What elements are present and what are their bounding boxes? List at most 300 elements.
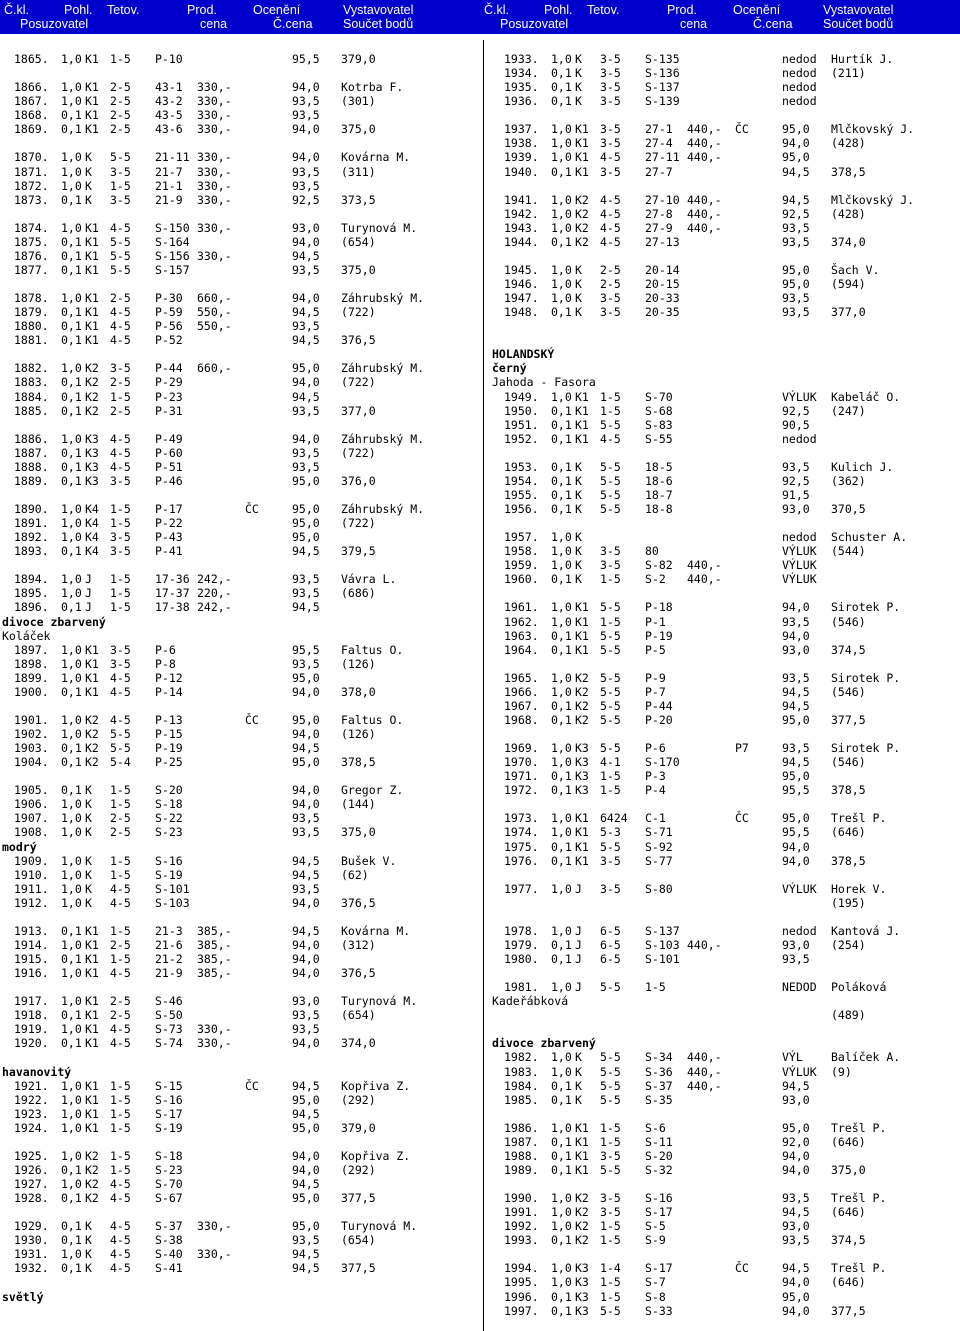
- entry-ring: S-9: [645, 1233, 666, 1248]
- entry-class: K: [85, 825, 92, 840]
- entry-score: 93,0: [292, 994, 320, 1009]
- entry-entry-number: 1867.: [14, 94, 49, 109]
- entry-entry-number: 1993.: [504, 1233, 539, 1248]
- entry-price: 440,-: [687, 136, 722, 151]
- entry-ring: P-56: [155, 319, 183, 334]
- entry-class: K4: [85, 544, 99, 559]
- entry-row: [0, 235, 480, 249]
- entry-exhibitor: Poláková: [831, 980, 887, 995]
- entry-row: [0, 179, 480, 193]
- entry-sex: 0,1: [551, 698, 572, 713]
- entry-row: [0, 1219, 480, 1233]
- entry-score: 93,5: [292, 164, 320, 179]
- entry-sex: 0,1: [61, 473, 82, 488]
- entry-marks: 4-5: [110, 319, 131, 334]
- entry-class: K1: [575, 839, 589, 854]
- entry-ring: S-46: [155, 994, 183, 1009]
- entry-exhibitor: 375,0: [341, 122, 376, 137]
- entry-price: 385,-: [197, 937, 232, 952]
- entry-row: [490, 1093, 960, 1107]
- entry-exhibitor: 378,5: [341, 755, 376, 770]
- entry-sex: 1,0: [551, 192, 572, 207]
- entry-ring: 43-2: [155, 94, 183, 109]
- entry-marks: 2-5: [110, 403, 131, 418]
- spacer: [490, 1177, 960, 1191]
- entry-exhibitor: (292): [341, 1162, 376, 1177]
- entry-entry-number: 1886.: [14, 431, 49, 446]
- entry-price: 242,-: [197, 600, 232, 615]
- entry-sex: 1,0: [61, 994, 82, 1009]
- entry-sex: 1,0: [61, 572, 82, 587]
- section-title: divoce zbarvený: [2, 614, 106, 629]
- entry-sex: 0,1: [61, 544, 82, 559]
- entry-ring: S-2: [645, 572, 666, 587]
- entry-ring: P-60: [155, 445, 183, 460]
- entry-row: [0, 572, 480, 586]
- entry-row: [490, 502, 960, 516]
- entry-sex: 0,1: [61, 1219, 82, 1234]
- entry-ring: 20-15: [645, 277, 680, 291]
- entry-row: [490, 305, 960, 319]
- entry-score: 94,0: [292, 234, 320, 249]
- entry-score: 94,5: [292, 600, 320, 615]
- entry-ring: S-50: [155, 1008, 183, 1023]
- entry-class: K: [575, 1050, 582, 1065]
- entry-exhibitor: Vávra L.: [341, 572, 397, 587]
- entry-entry-number: 1921.: [14, 1078, 49, 1093]
- entry-entry-number: 1924.: [14, 1120, 49, 1135]
- entry-sex: 1,0: [551, 1064, 572, 1079]
- entry-row: [490, 150, 960, 164]
- entry-entry-number: 1922.: [14, 1092, 49, 1107]
- entry-entry-number: 1881.: [14, 333, 49, 348]
- entry-class: K: [575, 1064, 582, 1079]
- entry-row: [490, 235, 960, 249]
- entry-score: nedod: [782, 66, 817, 81]
- entry-score: 94,0: [292, 783, 320, 798]
- entry-sex: 0,1: [61, 375, 82, 390]
- spacer: [0, 980, 480, 994]
- entry-ring: S-70: [645, 389, 673, 404]
- entry-sex: 1,0: [551, 614, 572, 629]
- entry-score: 94,0: [292, 150, 320, 165]
- entry-entry-number: 1903.: [14, 741, 49, 756]
- entry-score: VÝLUK: [782, 389, 817, 404]
- entry-exhibitor: Kopřiva Z.: [341, 1148, 411, 1163]
- spacer: [490, 179, 960, 193]
- entry-class: K: [575, 291, 582, 306]
- entry-class: K: [85, 853, 92, 868]
- entry-price: 440,-: [687, 558, 722, 573]
- entry-exhibitor: (489): [831, 1008, 866, 1023]
- entry-class: K1: [575, 628, 589, 643]
- entry-score: 95,0: [782, 277, 810, 291]
- entry-sex: 1,0: [551, 881, 572, 896]
- entry-score: 94,0: [292, 727, 320, 741]
- entry-score: 94,0: [292, 431, 320, 446]
- entry-entry-number: 1872.: [14, 178, 49, 193]
- entry-score: 94,5: [292, 389, 320, 404]
- entry-entry-number: 1892.: [14, 530, 49, 545]
- entry-entry-number: 1874.: [14, 220, 49, 235]
- entry-class: K1: [85, 952, 99, 966]
- entry-score: 95,0: [292, 502, 320, 516]
- entry-ring: P-8: [155, 656, 176, 671]
- entry-price: 330,-: [197, 1219, 232, 1234]
- entry-row: [0, 783, 480, 797]
- entry-entry-number: 1974.: [504, 825, 539, 840]
- entry-sex: 1,0: [61, 966, 82, 981]
- entry-score: 94,5: [292, 248, 320, 263]
- left-column: [0, 52, 480, 1331]
- entry-score: 94,5: [292, 923, 320, 938]
- entry-class: J: [575, 923, 582, 938]
- entry-row: [0, 952, 480, 966]
- entry-price: 330,-: [197, 1247, 232, 1262]
- entry-row: [0, 868, 480, 882]
- entry-entry-number: 1916.: [14, 966, 49, 981]
- entry-exhibitor: (247): [831, 403, 866, 418]
- entry-score: 93,5: [292, 445, 320, 460]
- entry-entry-number: 1971.: [504, 769, 539, 784]
- entry-class: K2: [575, 220, 589, 235]
- entry-ring: P-15: [155, 727, 183, 741]
- entry-entry-number: 1977.: [504, 881, 539, 896]
- entry-marks: 1-5: [110, 853, 131, 868]
- entry-score: 93,5: [292, 178, 320, 193]
- entry-class: K2: [85, 389, 99, 404]
- spacer: [0, 207, 480, 221]
- entry-score: 94,5: [292, 1106, 320, 1121]
- entry-entry-number: 1979.: [504, 937, 539, 952]
- entry-ring: 27-13: [645, 234, 680, 249]
- entry-ring: S-18: [155, 797, 183, 812]
- entry-row: [0, 361, 480, 375]
- entry-row: [490, 854, 960, 868]
- entry-score: 94,0: [782, 1275, 810, 1290]
- entry-score: nedod: [782, 94, 817, 109]
- entry-ring: S-34: [645, 1050, 673, 1065]
- entry-score: 94,0: [292, 291, 320, 306]
- entry-entry-number: 1910.: [14, 867, 49, 882]
- entry-sex: 0,1: [551, 234, 572, 249]
- entry-marks: 4-5: [110, 1261, 131, 1276]
- entry-class: K1: [85, 1092, 99, 1107]
- entry-entry-number: 1915.: [14, 952, 49, 966]
- section-title: černý: [492, 361, 527, 376]
- entry-row: [490, 755, 960, 769]
- entry-class: K1: [85, 923, 99, 938]
- entry-exhibitor: (362): [831, 473, 866, 488]
- entry-ring: P-1: [645, 614, 666, 629]
- entry-exhibitor: (654): [341, 1008, 376, 1023]
- spacer: [0, 347, 480, 361]
- entry-marks: 3-5: [110, 642, 131, 657]
- entry-entry-number: 1905.: [14, 783, 49, 798]
- entry-class: K1: [575, 403, 589, 418]
- entry-exhibitor: Mlčkovský J.: [831, 122, 915, 137]
- entry-marks: 5-3: [600, 825, 621, 840]
- entry-ring: P-19: [155, 741, 183, 756]
- entry-score: 95,5: [782, 825, 810, 840]
- entry-exhibitor: Turynová M.: [341, 1219, 418, 1234]
- entry-marks: 5-5: [600, 628, 621, 643]
- entry-class: K: [575, 305, 582, 320]
- entry-marks: 5-5: [600, 473, 621, 488]
- entry-score: 93,5: [292, 572, 320, 587]
- entry-entry-number: 1930.: [14, 1233, 49, 1248]
- entry-class: K1: [575, 150, 589, 165]
- entry-exhibitor: 375,0: [341, 825, 376, 840]
- entry-score: 92,5: [782, 473, 810, 488]
- entry-score: 93,5: [292, 319, 320, 334]
- entry-class: K3: [85, 431, 99, 446]
- entry-sex: 1,0: [61, 867, 82, 882]
- entry-class: K: [575, 572, 582, 587]
- entry-score: 94,0: [292, 375, 320, 390]
- entry-entry-number: 1932.: [14, 1261, 49, 1276]
- entry-row: [0, 1022, 480, 1036]
- entry-ring: S-20: [155, 783, 183, 798]
- entry-marks: 5-5: [600, 502, 621, 516]
- entry-marks: 3-5: [600, 544, 621, 559]
- entry-row: [490, 685, 960, 699]
- section-heading: [490, 1036, 960, 1050]
- entry-class: K: [575, 544, 582, 559]
- entry-entry-number: 1940.: [504, 164, 539, 179]
- entry-class: K1: [85, 1120, 99, 1135]
- entry-price: 550,-: [197, 319, 232, 334]
- entry-exhibitor: 376,5: [341, 966, 376, 981]
- entry-class: K1: [575, 1134, 589, 1149]
- entry-score: 94,5: [292, 867, 320, 882]
- entry-marks: 5-5: [600, 741, 621, 756]
- entry-score: 93,5: [292, 262, 320, 277]
- entry-row: [490, 938, 960, 952]
- entry-entry-number: 1976.: [504, 853, 539, 868]
- entry-ring: P-20: [645, 712, 673, 727]
- entry-ring: P-14: [155, 684, 183, 699]
- entry-sex: 1,0: [61, 811, 82, 826]
- entry-score: 91,5: [782, 487, 810, 502]
- entry-entry-number: 1952.: [504, 431, 539, 446]
- entry-score: 95,0: [292, 755, 320, 770]
- entry-class: K1: [85, 966, 99, 981]
- entry-exhibitor: Mlčkovský J.: [831, 192, 915, 207]
- entry-marks: 1-5: [110, 178, 131, 193]
- entry-class: K1: [575, 614, 589, 629]
- entry-marks: 1-5: [110, 923, 131, 938]
- entry-sex: 0,1: [551, 1162, 572, 1177]
- header-colour-label: Pohl.: [64, 3, 93, 17]
- entry-class: K: [85, 178, 92, 193]
- entry-exhibitor: Turynová M.: [341, 220, 418, 235]
- entry-score: 95,0: [782, 811, 810, 826]
- header-rating-label: Ocenění: [253, 3, 301, 17]
- entry-sex: 1,0: [61, 361, 82, 376]
- entry-sex: 1,0: [61, 431, 82, 446]
- entry-exhibitor: Kantová J.: [831, 923, 901, 938]
- spacer: [490, 868, 960, 882]
- entry-score: VÝLUK: [782, 1064, 817, 1079]
- entry-row: [490, 1304, 960, 1318]
- entry-score: 94,0: [782, 600, 810, 615]
- entry-class: K2: [85, 755, 99, 770]
- entry-exhibitor: (546): [831, 614, 866, 629]
- entry-row: [0, 108, 480, 122]
- entry-class: K1: [85, 94, 99, 109]
- spacer: [490, 1022, 960, 1036]
- column-header-bar: [0, 0, 960, 34]
- entry-sex: 1,0: [551, 52, 572, 66]
- entry-sex: 1,0: [551, 122, 572, 137]
- entry-row: [0, 1121, 480, 1135]
- entry-score: 95,0: [292, 473, 320, 488]
- entry-class: K1: [575, 122, 589, 137]
- entry-marks: 5-5: [600, 487, 621, 502]
- entry-exhibitor: (292): [341, 1092, 376, 1107]
- entry-sex: 0,1: [551, 839, 572, 854]
- entry-sex: 0,1: [61, 1233, 82, 1248]
- entry-marks: 5-5: [600, 459, 621, 474]
- entry-ring: 27-11: [645, 150, 680, 165]
- entry-exhibitor: Záhrubský M.: [341, 361, 425, 376]
- entry-exhibitor: 377,0: [341, 403, 376, 418]
- entry-exhibitor: (646): [831, 825, 866, 840]
- entry-sex: 1,0: [61, 291, 82, 306]
- entry-ring: S-37: [155, 1219, 183, 1234]
- entry-row: [490, 530, 960, 544]
- entry-sex: 1,0: [61, 937, 82, 952]
- entry-exhibitor: (594): [831, 277, 866, 291]
- entry-entry-number: 1931.: [14, 1247, 49, 1262]
- entry-entry-number: 1991.: [504, 1205, 539, 1220]
- entry-class: K4: [85, 516, 99, 531]
- entry-ring: 21-1: [155, 178, 183, 193]
- entry-class: K: [575, 94, 582, 109]
- entry-exhibitor: (546): [831, 755, 866, 770]
- entry-row: [0, 1233, 480, 1247]
- entry-sex: 1,0: [61, 1177, 82, 1191]
- spacer: [0, 910, 480, 924]
- entry-exhibitor: Záhrubský M.: [341, 431, 425, 446]
- entry-row: [0, 390, 480, 404]
- spacer: [490, 966, 960, 980]
- entry-sex: 0,1: [61, 403, 82, 418]
- entry-score: 95,5: [782, 783, 810, 798]
- entry-score: 94,0: [292, 1148, 320, 1163]
- entry-entry-number: 1970.: [504, 755, 539, 770]
- header-class-no-sublabel: Posuzovatel: [20, 17, 89, 31]
- entry-ring: S-5: [645, 1219, 666, 1234]
- entry-sex: 0,1: [551, 1092, 572, 1107]
- entry-ring: S-8: [645, 1289, 666, 1304]
- entry-score: nedod: [782, 431, 817, 446]
- entry-entry-number: 1895.: [14, 586, 49, 601]
- entry-score: 95,0: [292, 516, 320, 531]
- entry-score: 93,5: [292, 1022, 320, 1037]
- entry-entry-number: 1912.: [14, 895, 49, 910]
- header-colour-label: Pohl.: [544, 3, 573, 17]
- entry-row: [490, 671, 960, 685]
- entry-row: [0, 1008, 480, 1022]
- header-exhibitor-sublabel: Součet bodů: [823, 17, 894, 31]
- entry-marks: 1-5: [110, 783, 131, 798]
- entry-marks: 1-5: [110, 1162, 131, 1177]
- entry-class: K1: [85, 305, 99, 320]
- entry-class: K2: [85, 361, 99, 376]
- entry-entry-number: 1939.: [504, 150, 539, 165]
- entry-exhibitor: Bušek V.: [341, 853, 397, 868]
- entry-entry-number: 1994.: [504, 1261, 539, 1276]
- entry-marks: 4-5: [110, 881, 131, 896]
- entry-price: 330,-: [197, 150, 232, 165]
- entry-entry-number: 1890.: [14, 502, 49, 516]
- entry-sex: 0,1: [551, 853, 572, 868]
- entry-score: 93,5: [782, 459, 810, 474]
- entry-entry-number: 1909.: [14, 853, 49, 868]
- entry-row: [0, 586, 480, 600]
- entry-marks: 3-5: [110, 192, 131, 207]
- entry-marks: 1-5: [600, 1233, 621, 1248]
- entry-row: [490, 1290, 960, 1304]
- entry-sex: 1,0: [61, 1106, 82, 1121]
- entry-row: [490, 924, 960, 938]
- entry-entry-number: 1973.: [504, 811, 539, 826]
- entry-sex: 1,0: [61, 642, 82, 657]
- entry-ring: S-17: [645, 1205, 673, 1220]
- entry-row: [0, 94, 480, 108]
- entry-ring: S-16: [155, 853, 183, 868]
- entry-ring: S-17: [155, 1106, 183, 1121]
- entry-exhibitor: 377,0: [831, 305, 866, 320]
- entry-class: K2: [575, 684, 589, 699]
- entry-class: K: [85, 783, 92, 798]
- entry-entry-number: 1927.: [14, 1177, 49, 1191]
- entry-sex: 1,0: [551, 150, 572, 165]
- entry-ring: 20-33: [645, 291, 680, 306]
- entry-class: K1: [85, 1008, 99, 1023]
- entry-entry-number: 1962.: [504, 614, 539, 629]
- entry-entry-number: 1972.: [504, 783, 539, 798]
- entry-exhibitor: (9): [831, 1064, 852, 1079]
- entry-entry-number: 1897.: [14, 642, 49, 657]
- entry-sex: 1,0: [61, 502, 82, 516]
- header-tattoo-label: Tetov.: [587, 3, 620, 17]
- entry-sex: 0,1: [551, 459, 572, 474]
- breeder-heading: [0, 629, 480, 643]
- entry-entry-number: 1938.: [504, 136, 539, 151]
- entry-award: ČC: [735, 811, 749, 826]
- spacer: [0, 488, 480, 502]
- entry-row: [0, 460, 480, 474]
- entry-entry-number: 1981.: [504, 980, 539, 995]
- section-heading: [0, 1290, 480, 1304]
- entry-class: K3: [575, 1303, 589, 1318]
- entry-sex: 1,0: [551, 923, 572, 938]
- entry-marks: 1-5: [600, 389, 621, 404]
- entry-entry-number: 1904.: [14, 755, 49, 770]
- entry-score: 93,0: [782, 937, 810, 952]
- section-heading: [0, 840, 480, 854]
- entry-row: [490, 136, 960, 150]
- entry-exhibitor: 378,5: [831, 853, 866, 868]
- entry-ring: S-71: [645, 825, 673, 840]
- entry-entry-number: 1866.: [14, 80, 49, 95]
- entry-class: K1: [85, 248, 99, 263]
- entry-price: 330,-: [197, 164, 232, 179]
- entry-score: 95,0: [292, 361, 320, 376]
